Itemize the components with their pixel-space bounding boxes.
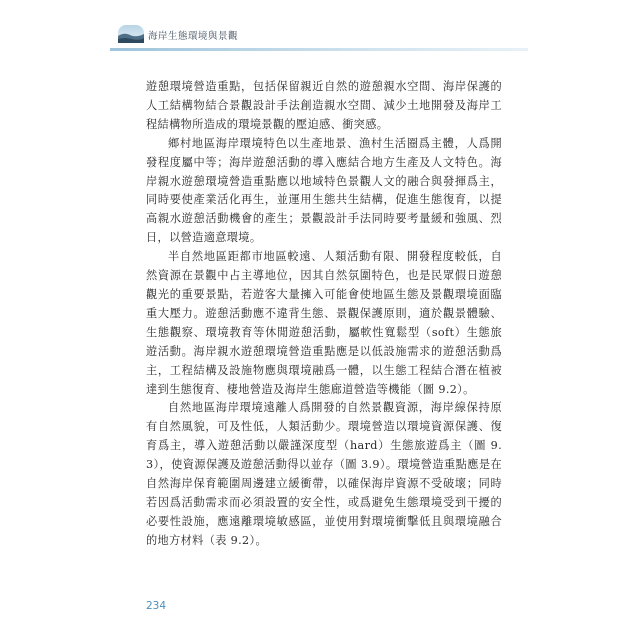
- paragraph: 鄉村地區海岸環境特色以生產地景、漁村生活圈爲主體，人爲開發程度屬中等；海岸遊憩活動的導入應結合地方生產及人文特色。海岸親水遊憩環境營造重點應以地域特色景觀人文的融合與發揮爲主，同時要使產業活化再生，並運用生態共生結構，促進生態復育，以提高親水遊憩活動機會的產生；景觀設計手法同時要考量緩和強風、烈日，以營造適意環境。: [146, 136, 502, 245]
- page-number: 234: [146, 600, 167, 612]
- running-header-title: 海岸生態環境與景觀: [148, 31, 239, 42]
- running-header: [108, 22, 528, 52]
- paragraph: 遊憩環境營造重點，包括保留親近自然的遊憩親水空間、海岸保護的人工結構物結合景觀設計手法創造親水空間、減少土地開發及海岸工程結構物所造成的環境景觀的壓迫感、衝突感。: [146, 80, 502, 131]
- body-text: [146, 78, 502, 551]
- paragraph: 半自然地區距都市地區較遠、人類活動有限、開發程度較低，自然資源在景觀中占主導地位，因其自然氛圍特色，也是民眾假日遊憩觀光的重要景點，若遊客大量擁入可能會使地區生態及景觀環境面臨重大壓力。遊憩活動應不違背生態、景觀保護原則，適於觀景體驗、生態觀察、環境教育等休閒遊憩活動，屬軟性寬鬆型（soft）生態旅遊活動。海岸親水遊憩環境營造重點應是以低設施需求的遊憩活動爲主，工程結構及設施物應與環境融爲一體，以生態工程結合潛在植被達到生態復育、棲地營造及海岸生態廊道營造等機能（圖 9.2）。: [146, 250, 502, 396]
- header-rule: [110, 48, 528, 51]
- paragraph: 自然地區海岸環境遠離人爲開發的自然景觀資源，海岸線保持原有自然風貌，可及性低，人類活動少。環境營造以環境資源保護、復育爲主，導入遊憩活動以嚴謹深度型（hard）生態旅遊爲主（圖 9.3），使資源保護及遊憩活動得以並存（圖 3.9）。環境營造重點應是在自然海岸保育範圍周邊建立緩衝帶，以確保海岸資源不受破壞；同時若因爲活動需求而必須設置的安全性，或爲避免生態環境受到干擾的必要性設施，應遠離環境敏感區，並使用對環境衝擊低且與環境融合的地方材料（表 9.2）。: [146, 401, 502, 547]
- coastal-landscape-logo-icon: [118, 25, 144, 43]
